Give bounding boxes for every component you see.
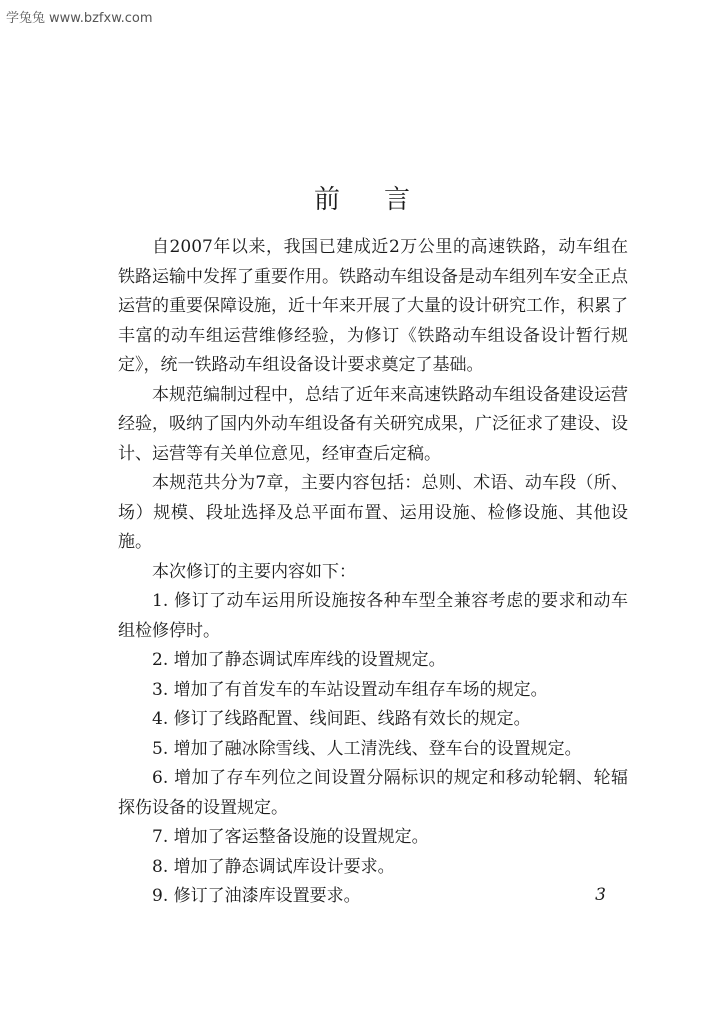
watermark-site: www.bzfxw.com xyxy=(49,11,153,26)
list-item: 9. 修订了油漆库设置要求。 xyxy=(152,886,361,906)
page-title: 前言 xyxy=(313,185,454,215)
list-item: 2. 增加了静态调试库库线的设置规定。 xyxy=(152,650,446,670)
paragraph: 本规范编制过程中，总结了近年来高速铁路动车组设备建设运营经验，吸纳了国内外动车组设备有关研究成果，广泛征求了建设、设计、运营等有关单位意见，经审查后定稿。 xyxy=(118,384,628,464)
list-item: 1. 修订了动车运用所设施按各种车型全兼容考虑的要求和动车组检修停时。 xyxy=(118,591,628,641)
list-item: 8. 增加了静态调试库设计要求。 xyxy=(152,856,395,877)
paragraph: 本规范共分为7章，主要内容包括：总则、术语、动车段（所、场）规模、段址选择及总平面布置、运用设施、检修设施、其他设施。 xyxy=(118,473,628,552)
preface-body xyxy=(118,233,628,912)
list-item: 4. 修订了线路配置、线间距、线路有效长的规定。 xyxy=(152,709,531,729)
list-item: 5. 增加了融冰除雪线、人工清洗线、登车台的设置规定。 xyxy=(152,738,582,759)
watermark-brand: 学兔兔 xyxy=(6,11,46,26)
paragraph: 本次修订的主要内容如下： xyxy=(152,561,356,582)
paragraph: 自2007年以来，我国已建成近2万公里的高速铁路，动车组在铁路运输中发挥了重要作用。铁路动车组设备是动车组列车安全正点运营的重要保障设施，近十年来开展了大量的设计研究工作，积累了丰富的动车组运营维修经验，为修订《铁路动车组设备设计暂行规定》，统一铁路动车组设备设计要求奠定了基础。 xyxy=(118,237,628,375)
page-number: 3 xyxy=(595,885,606,905)
list-item: 6. 增加了存车列位之间设置分隔标识的规定和移动轮辋、轮辐探伤设备的设置规定。 xyxy=(118,768,628,818)
watermark xyxy=(6,7,153,26)
list-item: 3. 增加了有首发车的车站设置动车组存车场的规定。 xyxy=(152,679,548,700)
list-item: 7. 增加了客运整备设施的设置规定。 xyxy=(152,827,429,847)
